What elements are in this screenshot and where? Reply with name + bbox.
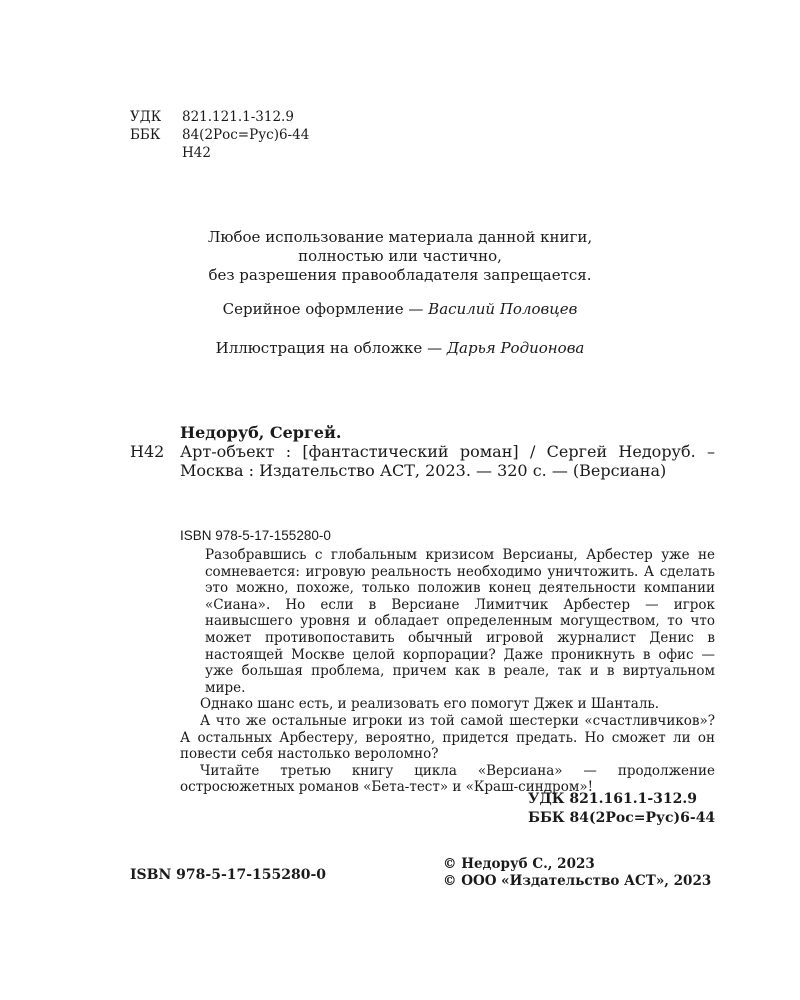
series-designer-name: Василий Половцев	[428, 300, 578, 318]
bibliographic-description: Арт-объект : [фантастический роман] / Сергей Недоруб. – Москва : Издательство АСТ, 2023. — 320 с. — (Версиана)	[180, 442, 715, 480]
annotation-paragraph-2: Однако шанс есть, и реализовать его помогут Джек и Шанталь.	[200, 696, 660, 713]
book-author: Недоруб, Сергей.	[180, 423, 342, 442]
bbk-label: ББК	[130, 127, 161, 143]
copyright-block	[443, 856, 711, 889]
udk-label: УДК	[130, 109, 162, 125]
series-design-credit	[130, 300, 670, 318]
copyright-publisher: © ООО «Издательство АСТ», 2023	[443, 872, 712, 889]
annotation-paragraph-3: А что же остальные игроки из той самой шестерки «счастливчиков»? А остальных Арбестеру, вероятно, придется предать. Но сможет ли он повести себя настолько вероломно?	[180, 712, 715, 763]
author-mark-row	[130, 144, 309, 162]
cover-illustration-credit	[130, 339, 670, 357]
annotation-paragraph-1: Разобравшись с глобальным кризисом Версианы, Арбестер уже не сомневается: игровую реальность необходимо уничтожить. А сделать это можно, похоже, только положив конец деятельности компании «Сиана». Но если в Версиане Лимитчик Арбестер — игрок наивысшего уровня и обладает определенным могуществом, то что может противопоставить обычный игровой журналист Денис в настоящей Москве целой корпорации? Даже проникнуть в офис — уже большая проблема, причем как в реале, так и в виртуальном мире.	[205, 547, 715, 696]
udk-row	[130, 108, 309, 126]
author-code: Н42	[130, 442, 165, 461]
bibliographic-entry	[130, 442, 715, 480]
udk-value: 821.121.1-312.9	[182, 109, 294, 125]
cover-illustration-label: Иллюстрация на обложке —	[215, 339, 443, 357]
notice-line-1: Любое использование материала данной книги,	[207, 228, 593, 246]
series-design-label: Серийное оформление —	[222, 300, 424, 318]
notice-line-2: полностью или частично,	[298, 247, 502, 265]
copyright-notice	[130, 228, 670, 285]
annotation-paragraph-4: Читайте третью книгу цикла «Версиана» — продолжение остросюжетных романов «Бета-тест» и «Краш-синдром»!	[180, 762, 715, 796]
copyright-author: © Недоруб С., 2023	[443, 856, 595, 872]
isbn-record: ISBN 978-5-17-155280-0	[180, 528, 331, 543]
notice-line-3: без разрешения правообладателя запрещается.	[208, 266, 592, 284]
author-mark: Н42	[182, 145, 211, 161]
udk-bottom: УДК 821.161.1-312.9	[528, 791, 698, 807]
footer-isbn: ISBN 978-5-17-155280-0	[130, 867, 327, 883]
bbk-row	[130, 126, 309, 144]
classification-block	[130, 108, 309, 162]
bibliographic-record	[130, 423, 715, 480]
classification-codes-bottom	[528, 790, 715, 828]
bbk-bottom: ББК 84(2Рос=Рус)6-44	[528, 810, 716, 826]
bbk-value: 84(2Рос=Рус)6-44	[182, 127, 310, 143]
cover-illustrator-name: Дарья Родионова	[446, 339, 585, 357]
annotation	[180, 547, 715, 796]
